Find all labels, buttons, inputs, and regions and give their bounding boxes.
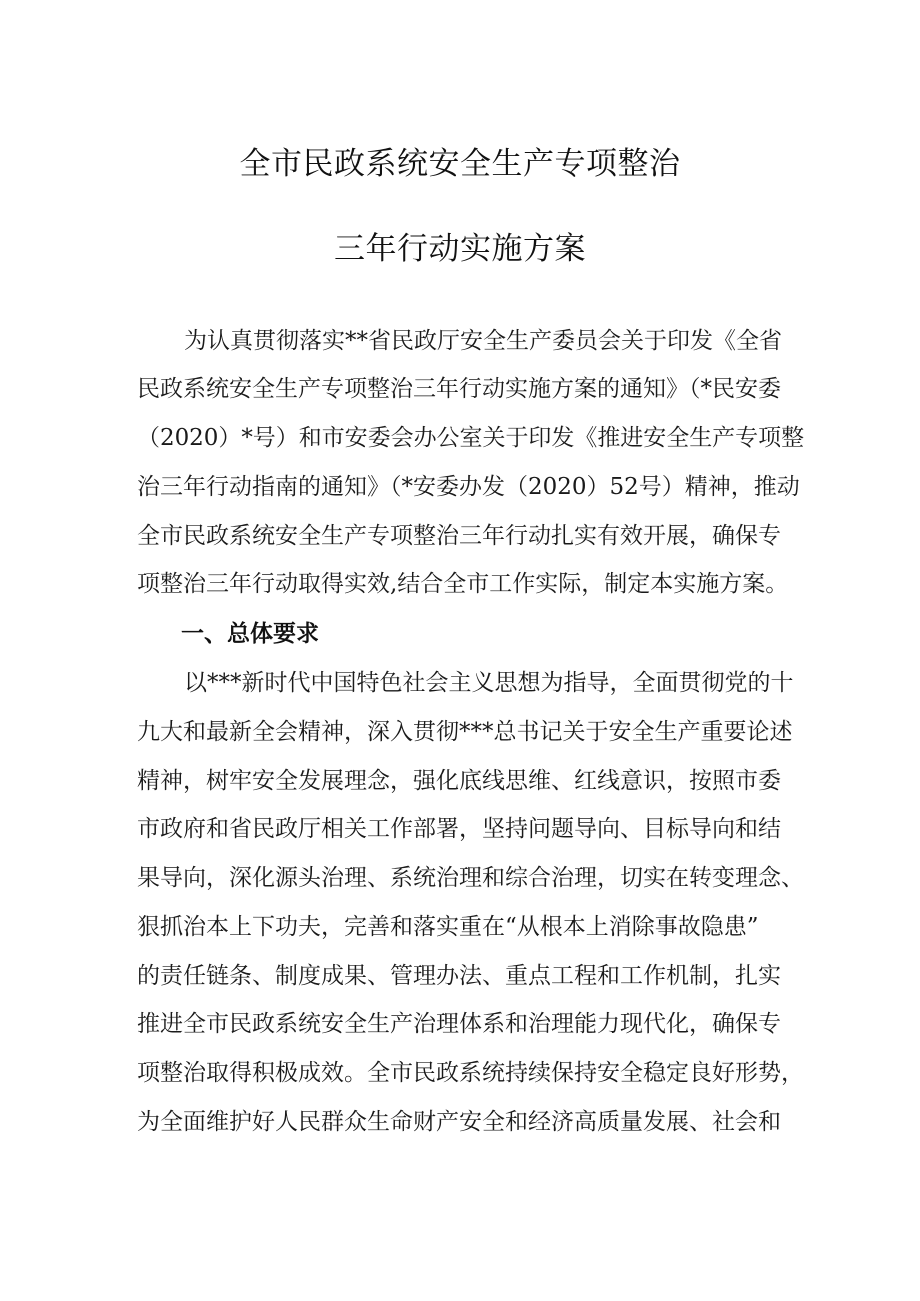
intro-line: 全市民政系统安全生产专项整治三年行动扎实有效开展，确保专 [137, 523, 781, 549]
body-line: 狠抓治本上下功夫，完善和落实重在“从根本上消除事故隐患” [137, 914, 759, 940]
intro-line: （2020）*号）和市安委会办公室关于印发《推进安全生产专项整 [137, 425, 805, 451]
intro-line: 民政系统安全生产专项整治三年行动实施方案的通知》（*民安委 [137, 376, 781, 402]
intro-line: 项整治三年行动取得实效,结合全市工作实际，制定本实施方案。 [137, 571, 789, 597]
body-line: 市政府和省民政厅相关工作部署，坚持问题导向、目标导向和结 [137, 816, 781, 842]
body-line: 项整治取得积极成效。全市民政系统持续保持安全稳定良好形势， [137, 1060, 804, 1086]
intro-line: 治三年行动指南的通知》（*安委办发（2020）52号）精神，推动 [137, 474, 800, 500]
intro-line: 为认真贯彻落实**省民政厅安全生产委员会关于印发《全省 [184, 328, 782, 354]
body-line: 推进全市民政系统安全生产治理体系和治理能力现代化，确保专 [137, 1011, 781, 1037]
body-line: 为全面维护好人民群众生命财产安全和经济高质量发展、社会和 [137, 1109, 781, 1135]
body-line: 精神，树牢安全发展理念，强化底线思维、红线意识，按照市委 [137, 768, 781, 794]
body-line: 果导向，深化源头治理、系统治理和综合治理，切实在转变理念、 [137, 865, 804, 891]
body-line: 九大和最新全会精神，深入贯彻***总书记关于安全生产重要论述 [137, 719, 793, 745]
body-line: 的责任链条、制度成果、管理办法、重点工程和工作机制，扎实 [137, 963, 781, 989]
section-heading: 一、总体要求 [181, 621, 319, 647]
document-title-line-2: 三年行动实施方案 [334, 231, 586, 267]
body-line: 以***新时代中国特色社会主义思想为指导，全面贯彻党的十 [184, 670, 794, 696]
document-title-line-1: 全市民政系统安全生产专项整治 [239, 146, 681, 182]
